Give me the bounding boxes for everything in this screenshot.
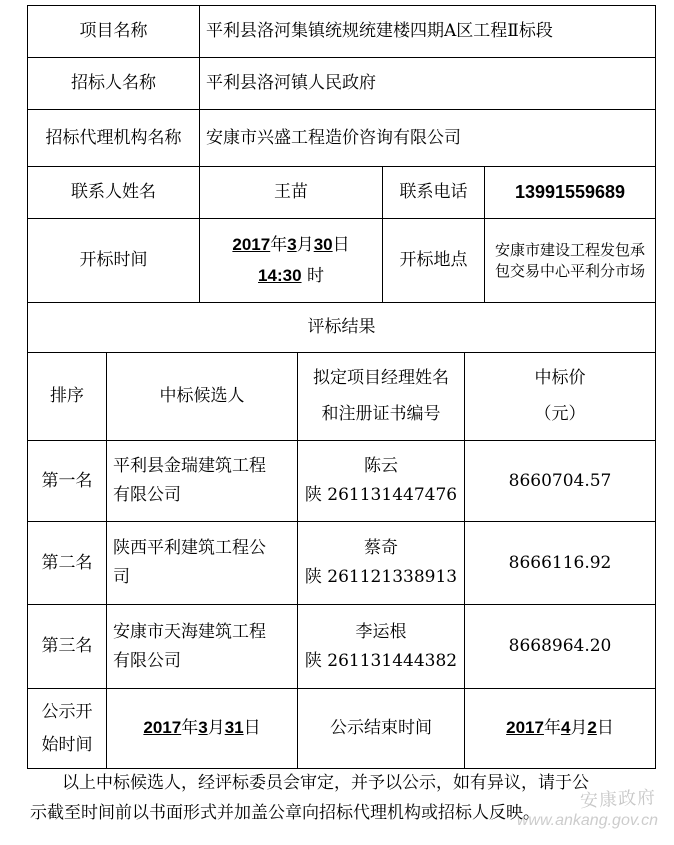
publicity-start-date: 2017 年 3 月 31 日 bbox=[143, 718, 261, 739]
publicity-end-date: 2017 年 4 月 2 日 bbox=[506, 718, 614, 739]
candidate-cell: 平利县金瑞建筑工程 有限公司 bbox=[113, 456, 266, 505]
manager-cell: 陈云 陕 261131447476 bbox=[304, 456, 458, 505]
candidate-cell: 安康市天海建筑工程 有限公司 bbox=[113, 621, 266, 671]
opening-time-value bbox=[200, 219, 382, 302]
header-manager: 拟定项目经理姓名 和注册证书编号 bbox=[313, 367, 449, 424]
publicity-start-label: 公示开 始时间 bbox=[41, 702, 93, 755]
publicity-end-label: 公示结束时间 bbox=[330, 718, 432, 739]
opening-clock: 14:30 时 bbox=[258, 265, 324, 286]
watermark-logo: 安康政府 bbox=[579, 787, 657, 812]
price-cell: 8666116.92 bbox=[508, 552, 612, 573]
rank-cell: 第二名 bbox=[41, 552, 93, 573]
contact-phone: 13991559689 bbox=[514, 182, 626, 203]
manager-cell: 李运根 陕 261131444382 bbox=[304, 621, 458, 671]
candidate-cell: 陕西平利建筑工程公 司 bbox=[113, 538, 266, 587]
rank-cell: 第三名 bbox=[41, 636, 93, 657]
rank-cell: 第一名 bbox=[41, 470, 93, 491]
agency-label: 招标代理机构名称 bbox=[45, 127, 182, 148]
contact-name: 王苗 bbox=[274, 182, 308, 203]
opening-time-label: 开标时间 bbox=[79, 250, 148, 271]
header-candidate: 中标候选人 bbox=[159, 386, 245, 407]
watermark-url: www.ankang.gov.cn bbox=[516, 812, 658, 829]
price-cell: 8668964.20 bbox=[508, 636, 612, 657]
tenderer-value: 平利县洛河镇人民政府 bbox=[206, 73, 376, 94]
opening-date: 2017年3月30日 bbox=[232, 234, 350, 255]
contact-name-label: 联系人姓名 bbox=[71, 182, 156, 203]
opening-place-label: 开标地点 bbox=[399, 250, 468, 271]
results-title: 评标结果 bbox=[307, 317, 376, 338]
manager-cell: 蔡奇 陕 261121338913 bbox=[304, 538, 458, 587]
notice-line-2: 示截至时间前以书面形式并加盖公章向招标代理机构或招标人反映。 bbox=[30, 803, 540, 823]
notice-line-1: 以上中标候选人，经评标委员会审定，并予以公示，如有异议，请于公 bbox=[62, 773, 589, 793]
header-rank: 排序 bbox=[50, 386, 84, 407]
opening-place: 安康市建设工程发包承包交易中心平利分市场 bbox=[494, 241, 645, 280]
project-label: 项目名称 bbox=[79, 21, 148, 42]
header-price: 中标价 （元） bbox=[534, 367, 586, 424]
contact-phone-label: 联系电话 bbox=[399, 182, 468, 203]
project-value: 平利县洛河集镇统规统建楼四期A区工程Ⅱ标段 bbox=[206, 21, 553, 42]
agency-value: 安康市兴盛工程造价咨询有限公司 bbox=[206, 127, 461, 148]
price-cell: 8660704.57 bbox=[508, 470, 612, 491]
tenderer-label: 招标人名称 bbox=[71, 73, 156, 94]
